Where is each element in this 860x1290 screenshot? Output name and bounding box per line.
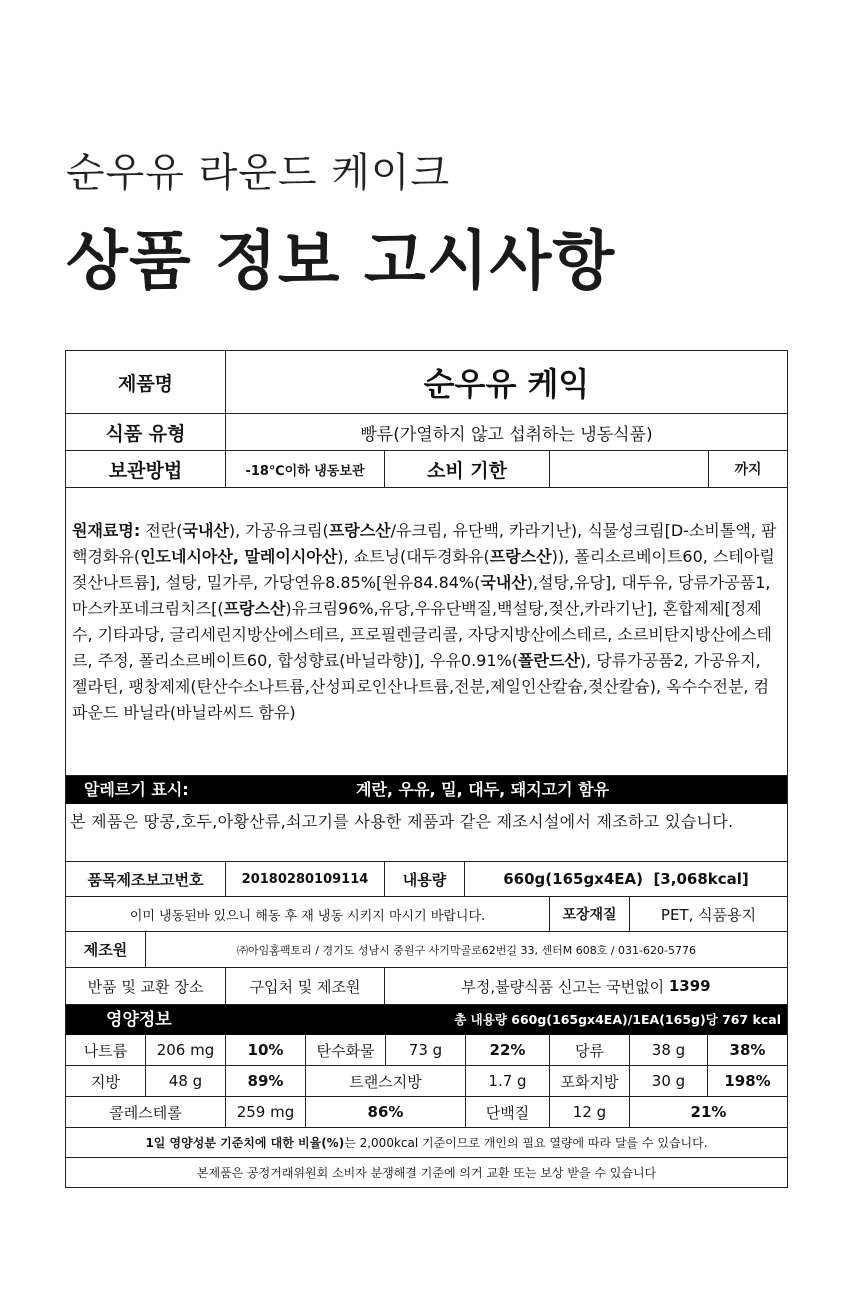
nutrient-protein-amount: 12 g bbox=[550, 1097, 630, 1127]
allergy-row bbox=[66, 776, 787, 804]
nutrition-row-2 bbox=[66, 1066, 787, 1097]
ingredient-segment: 프랑스산 bbox=[223, 599, 286, 618]
nutrient-saturated-fat-amount: 30 g bbox=[630, 1066, 708, 1096]
report-label: 품목제조보고번호 bbox=[66, 862, 226, 896]
storage-label: 보관방법 bbox=[66, 451, 226, 487]
allergy-notice: 본 제품은 땅콩,호두,아황산류,쇠고기를 사용한 제품과 같은 제조시설에서 제조하고 있습니다. bbox=[70, 812, 734, 831]
food-type-value: 빵류(가열하지 않고 섭취하는 냉동식품) bbox=[360, 424, 653, 445]
ingredients-label: 원재료명: bbox=[72, 521, 141, 540]
nutrient-carbs: 탄수화물 bbox=[306, 1035, 386, 1065]
ingredient-segment: ), 가공유크림( bbox=[228, 521, 329, 540]
expiry-suffix: 까지 bbox=[734, 462, 762, 478]
packaging-value: PET, 식품용지 bbox=[660, 905, 757, 924]
report-number: 20180280109114 bbox=[226, 862, 385, 896]
manufacturer-row bbox=[66, 932, 787, 968]
storage-row bbox=[66, 451, 787, 488]
nutrient-cholesterol-pct: 86% bbox=[306, 1097, 466, 1127]
nutrient-trans-fat-amount: 1.7 g bbox=[466, 1066, 550, 1096]
nutrient-cholesterol: 콜레스테롤 bbox=[66, 1097, 226, 1127]
packaging-label: 포장재질 bbox=[550, 897, 630, 931]
bad-food-report bbox=[385, 968, 787, 1004]
food-type-label: 식품 유형 bbox=[66, 414, 226, 450]
product-name-value: 순우유 케익 bbox=[423, 365, 590, 403]
ingredient-segment: ),설탕,유당], 대두유, 당류가공품1, 마스카포네크림치즈[( bbox=[72, 573, 771, 618]
report-row bbox=[66, 862, 787, 897]
nutrient-carbs-pct: 22% bbox=[466, 1035, 550, 1065]
content-label: 내용량 bbox=[385, 862, 465, 896]
footer-row bbox=[66, 1158, 787, 1187]
returns-label: 반품 및 교환 장소 bbox=[66, 968, 226, 1004]
ingredient-segment: 국내산 bbox=[182, 521, 229, 540]
nutrition-footnote-bold: 1일 영양성분 기준치에 대한 비율(%) bbox=[145, 1136, 345, 1150]
consumer-dispute-notice: 본제품은 공정거래위원회 소비자 분쟁해결 기준에 의거 교환 또는 보상 받을 수 있습니다 bbox=[196, 1166, 657, 1180]
nutrition-row-1 bbox=[66, 1035, 787, 1066]
nutrient-fat: 지방 bbox=[66, 1066, 146, 1096]
bad-food-report-number: 1399 bbox=[668, 977, 711, 995]
nutrient-fat-amount: 48 g bbox=[146, 1066, 226, 1096]
packaging-notice: 이미 냉동된바 있으니 해동 후 재 냉동 시키지 마시기 바랍니다. bbox=[66, 897, 550, 931]
bad-food-report-text: 부정,불량식품 신고는 국번없이 bbox=[461, 977, 665, 996]
ingredients-text bbox=[72, 521, 776, 722]
product-name-label: 제품명 bbox=[66, 351, 226, 413]
nutrient-saturated-fat: 포화지방 bbox=[550, 1066, 630, 1096]
nutrition-row-3 bbox=[66, 1097, 787, 1128]
manufacturer-value: ㈜아임홈팩토리 / 경기도 성남시 중원구 사기막골로62번길 33, 센터M 608호 / 031-620-5776 bbox=[237, 943, 696, 957]
returns-value: 구입처 및 제조원 bbox=[226, 968, 385, 1004]
nutrient-sugars: 당류 bbox=[550, 1035, 630, 1065]
expiry-date-value bbox=[550, 451, 709, 487]
ingredient-segment: 인도네시아산, 말레이시아산 bbox=[140, 547, 338, 566]
nutrition-footnote bbox=[66, 1128, 787, 1157]
ingredient-segment: 프랑스산 bbox=[489, 547, 552, 566]
ingredient-segment: )), 폴리소르베이트60, 스테아릴젖산나트륨], 설탕, 밀가루, 가당연유8.85%[원유84.84%( bbox=[72, 547, 775, 592]
ingredient-segment: )유크림96%,유당,우유단백질,백설탕,젖산,카라기난], 혼합제제[정제수, 기타과당, 글리세린지방산에스테르, 프로필렌글리콜, 자당지방산에스테르, 소르비탄지방산에스테르, 주정, 폴리소르베이트60, 합성향료(바닐라향)], 우유0.91%( bbox=[72, 599, 773, 670]
manufacturer-label: 제조원 bbox=[66, 932, 146, 967]
nutrient-sodium-pct: 10% bbox=[226, 1035, 306, 1065]
nutrition-footnote-row bbox=[66, 1128, 787, 1158]
packaging-row bbox=[66, 897, 787, 932]
product-name-row bbox=[66, 351, 787, 414]
ingredient-segment: 전란( bbox=[140, 521, 183, 540]
allergy-value: 계란, 우유, 밀, 대두, 돼지고기 함유 bbox=[356, 780, 610, 799]
nutrition-label: 영양정보 bbox=[106, 1010, 172, 1030]
ingredient-segment: ), 당류가공품2, 가공유지, 젤라틴, 팽창제제(탄산수소나트륨,산성피로인산나트륨,전분,제일인산칼슘,젖산칼슘), 옥수수전분, 컴파운드 바닐라(바닐라씨드 함유) bbox=[72, 651, 770, 722]
nutrition-total: 총 내용량 660g(165gx4EA)/1EA(165g)당 767 kcal bbox=[454, 1012, 781, 1027]
nutrition-footnote-rest: 는 2,000kcal 기준이므로 개인의 필요 열량에 따라 달를 수 있습니다. bbox=[344, 1136, 708, 1150]
nutrition-header-row bbox=[66, 1005, 787, 1035]
nutrient-protein-pct: 21% bbox=[690, 1103, 727, 1121]
nutrient-carbs-amount: 73 g bbox=[386, 1035, 466, 1065]
ingredient-segment: 국내산 bbox=[480, 573, 527, 592]
nutrient-sodium-amount: 206 mg bbox=[146, 1035, 226, 1065]
nutrient-protein: 단백질 bbox=[466, 1097, 550, 1127]
allergy-label: 알레르기 표시: bbox=[84, 780, 189, 799]
returns-row bbox=[66, 968, 787, 1005]
nutrient-trans-fat: 트랜스지방 bbox=[306, 1066, 466, 1096]
ingredient-segment: 폴란드산 bbox=[517, 651, 580, 670]
nutrient-saturated-fat-pct: 198% bbox=[724, 1072, 771, 1090]
nutrient-sugars-pct: 38% bbox=[729, 1041, 766, 1059]
ingredients-block bbox=[66, 488, 787, 776]
ingredient-segment: ), 쇼트닝(대두경화유( bbox=[337, 547, 490, 566]
nutrient-fat-pct: 89% bbox=[226, 1066, 306, 1096]
nutrient-cholesterol-amount: 259 mg bbox=[226, 1097, 306, 1127]
ingredient-segment: 프랑스산 bbox=[328, 521, 391, 540]
content-value: 660g(165gx4EA) [3,068kcal] bbox=[503, 870, 749, 888]
product-subtitle: 순우유 라운드 케이크 bbox=[66, 150, 451, 196]
nutrient-sugars-amount: 38 g bbox=[630, 1035, 708, 1065]
expiry-label: 소비 기한 bbox=[385, 451, 550, 487]
nutrient-sodium: 나트륨 bbox=[66, 1035, 146, 1065]
ingredient-segment: /유크림, 유단백, 카라기난), 식물성크림[D-소비톨액, 팜핵경화유( bbox=[72, 521, 777, 566]
page-title: 상품 정보 고시사항 bbox=[66, 225, 616, 299]
food-type-row bbox=[66, 414, 787, 451]
product-info-table bbox=[65, 350, 788, 1188]
allergy-notice-row bbox=[66, 804, 787, 862]
storage-value: -18℃이하 냉동보관 bbox=[226, 451, 385, 487]
